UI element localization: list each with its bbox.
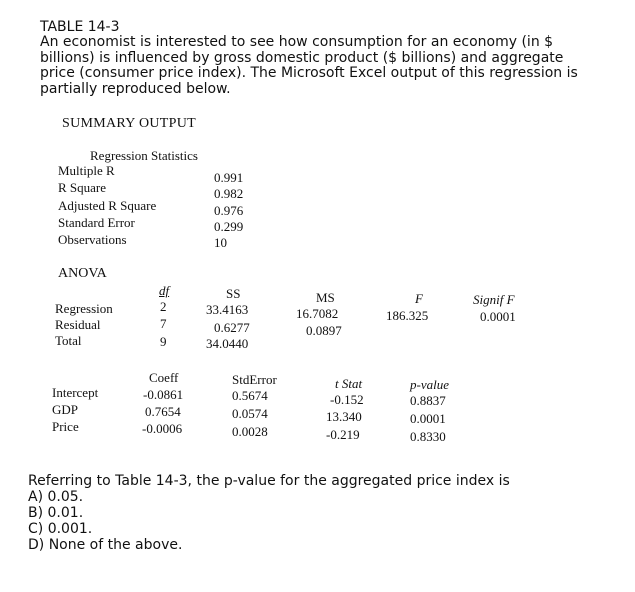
anova-regression-ms: 16.7082 (296, 306, 339, 321)
coef-header-t-stat: t Stat (335, 376, 363, 391)
standard-error-value: 0.299 (214, 219, 244, 234)
coef-intercept-stderror: 0.5674 (232, 388, 268, 403)
anova-residual-df: 7 (160, 316, 167, 331)
r-square-label: R Square (58, 180, 107, 195)
regression-statistics-title: Regression Statistics (90, 148, 198, 163)
anova-regression-f: 186.325 (386, 308, 429, 323)
coef-header-coeff: Coeff (149, 370, 179, 385)
anova-row-label-regression: Regression (55, 301, 113, 316)
anova-residual-ms: 0.0897 (306, 323, 342, 338)
summary-output-title: SUMMARY OUTPUT (62, 116, 196, 131)
coef-intercept-t-stat: -0.152 (330, 392, 364, 407)
intro-paragraph: An economist is interested to see how consumption for an economy (in $ billions) is influenced by gross domestic product ($ billions) and aggregate price (consumer price index). The Microsoft Excel output of this regression is partially reproduced below. (40, 34, 578, 97)
coef-gdp-coeff: 0.7654 (145, 404, 181, 419)
coef-price-coeff: -0.0006 (142, 421, 183, 436)
coef-gdp-t-stat: 13.340 (326, 409, 362, 424)
coef-header-p-value: p-value (410, 377, 449, 392)
multiple-r-label: Multiple R (58, 163, 115, 178)
observations-label: Observations (58, 232, 127, 247)
anova-header-f: F (415, 291, 423, 306)
adjusted-r-square-label: Adjusted R Square (58, 198, 157, 213)
coef-gdp-stderror: 0.0574 (232, 406, 268, 421)
anova-regression-ss: 33.4163 (206, 302, 249, 317)
coef-row-label-gdp: GDP (52, 402, 79, 417)
anova-header-df: df (159, 283, 170, 298)
anova-residual-ss: 0.6277 (214, 320, 250, 335)
table-title: TABLE 14-3 (40, 19, 120, 35)
standard-error-label: Standard Error (58, 215, 135, 230)
anova-total-ss: 34.0440 (206, 336, 249, 351)
option-a[interactable]: A) 0.05. (28, 489, 84, 505)
anova-row-label-total: Total (55, 333, 82, 348)
anova-title: ANOVA (58, 266, 107, 281)
anova-row-label-residual: Residual (55, 317, 101, 332)
coef-gdp-p-value: 0.0001 (410, 411, 446, 426)
anova-regression-signif-f: 0.0001 (480, 309, 516, 324)
anova-header-signif-f: Signif F (473, 292, 515, 307)
anova-total-df: 9 (160, 334, 167, 349)
option-d[interactable]: D) None of the above. (28, 537, 183, 553)
coef-intercept-p-value: 0.8837 (410, 393, 446, 408)
coef-price-t-stat: -0.219 (326, 427, 360, 442)
multiple-r-value: 0.991 (214, 170, 244, 185)
anova-regression-df: 2 (160, 299, 167, 314)
coef-row-label-intercept: Intercept (52, 385, 99, 400)
coef-intercept-coeff: -0.0861 (143, 387, 184, 402)
coef-price-stderror: 0.0028 (232, 424, 268, 439)
option-c[interactable]: C) 0.001. (28, 521, 93, 537)
anova-header-ss: SS (226, 286, 241, 301)
coef-row-label-price: Price (52, 419, 79, 434)
adjusted-r-square-value: 0.976 (214, 203, 244, 218)
question-text: Referring to Table 14-3, the p-value for the aggregated price index is (28, 473, 510, 489)
option-b[interactable]: B) 0.01. (28, 505, 84, 521)
coef-header-stderror: StdError (232, 372, 277, 387)
anova-header-ms: MS (316, 290, 335, 305)
coef-price-p-value: 0.8330 (410, 429, 446, 444)
observations-value: 10 (214, 235, 227, 250)
r-square-value: 0.982 (214, 186, 244, 201)
